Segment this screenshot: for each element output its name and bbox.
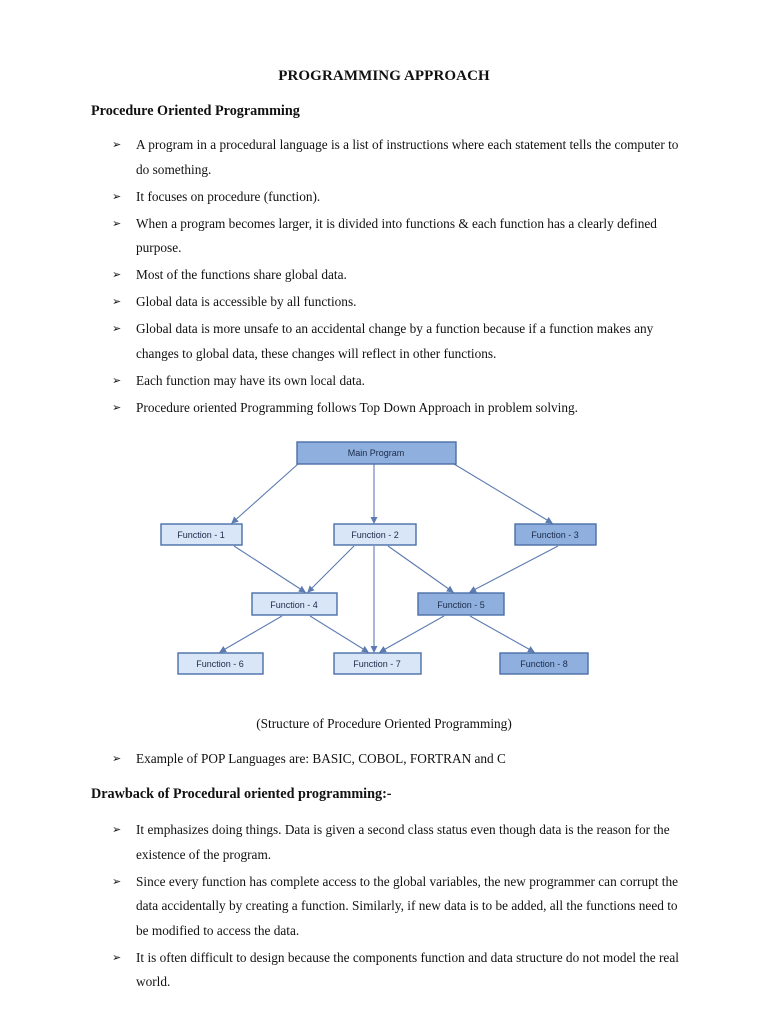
list-item: ➢ Global data is more unsafe to an accidental change by a function because if a function makes any changes to global data, these changes will reflect in other functions. [112, 317, 682, 366]
edge-main-f1 [232, 464, 298, 523]
list-item: ➢ Global data is accessible by all functions. [112, 290, 682, 315]
arrow-bullet-icon: ➢ [112, 138, 122, 151]
edge-f5-f7 [380, 616, 444, 652]
edge-f2-f5 [388, 546, 453, 592]
diagram-caption: (Structure of Procedure Oriented Programming) [256, 716, 512, 731]
edge-f4-f6 [220, 616, 282, 652]
arrow-bullet-icon: ➢ [112, 322, 122, 335]
arrow-bullet-icon: ➢ [112, 874, 122, 888]
drawback-bullet-list [112, 818, 682, 997]
list-item: ➢ A program in a procedural language is a list of instructions where each statement tells the computer to do something. [112, 133, 682, 182]
pop-structure-diagram [148, 437, 600, 682]
edge-f3-f5 [470, 546, 558, 592]
svg-text:Function - 7: Function - 7 [353, 659, 401, 669]
svg-text:Function - 1: Function - 1 [177, 530, 225, 540]
arrow-bullet-icon: ➢ [112, 268, 122, 281]
edge-f5-f8 [470, 616, 534, 652]
svg-text:Function - 5: Function - 5 [437, 600, 485, 610]
list-item: ➢ It emphasizes doing things. Data is given a second class status even though data is the reason for the existence of the program. [112, 818, 682, 867]
list-item: ➢ When a program becomes larger, it is divided into functions & each function has a clearly defined purpose. [112, 212, 682, 261]
example-bullet-list [112, 747, 682, 774]
arrow-bullet-icon: ➢ [112, 400, 122, 414]
list-item: ➢ Most of the functions share global data. [112, 263, 682, 288]
edge-main-f3 [454, 464, 552, 523]
list-item: ➢ Since every function has complete access to the global variables, the new programmer can corrupt the data accidentally by creating a function. Similarly, if new data is to be added, all the functions need to be modified to access the data. [112, 870, 682, 944]
node-main-program [297, 442, 456, 464]
pop-bullet-list [112, 133, 682, 423]
node-function-7 [334, 653, 421, 674]
edge-f1-f4 [234, 546, 305, 592]
list-item: ➢ Each function may have its own local data. [112, 369, 682, 394]
list-item: ➢ It focuses on procedure (function). [112, 185, 682, 210]
node-function-8 [500, 653, 588, 674]
edge-f4-f7 [310, 616, 368, 652]
svg-text:Function - 4: Function - 4 [270, 600, 318, 610]
node-function-6 [178, 653, 263, 674]
arrow-bullet-icon: ➢ [112, 216, 122, 230]
node-function-3 [515, 524, 596, 545]
node-function-4 [252, 593, 337, 615]
svg-text:Function - 3: Function - 3 [531, 530, 579, 540]
arrow-bullet-icon: ➢ [112, 950, 122, 964]
list-item: ➢ Example of POP Languages are: BASIC, COBOL, FORTRAN and C [112, 747, 682, 772]
arrow-bullet-icon: ➢ [112, 823, 122, 836]
list-item: ➢ It is often difficult to design because the components function and data structure do not model the real world. [112, 946, 682, 995]
svg-text:Function - 6: Function - 6 [196, 659, 244, 669]
svg-text:Function - 2: Function - 2 [351, 530, 399, 540]
arrow-bullet-icon: ➢ [112, 752, 122, 765]
page-title: PROGRAMMING APPROACH [278, 68, 490, 84]
section-heading-pop: Procedure Oriented Programming [91, 103, 300, 119]
node-function-5 [418, 593, 504, 615]
node-function-1 [161, 524, 242, 545]
arrow-bullet-icon: ➢ [112, 373, 122, 387]
node-function-2 [334, 524, 416, 545]
arrow-bullet-icon: ➢ [112, 189, 122, 203]
edge-f2-f4 [308, 546, 354, 592]
list-item: ➢ Procedure oriented Programming follows Top Down Approach in problem solving. [112, 396, 682, 421]
section-heading-drawbacks: Drawback of Procedural oriented programming:- [91, 786, 392, 802]
arrow-bullet-icon: ➢ [112, 295, 122, 308]
svg-text:Function - 8: Function - 8 [520, 659, 568, 669]
svg-text:Main Program: Main Program [347, 448, 405, 458]
